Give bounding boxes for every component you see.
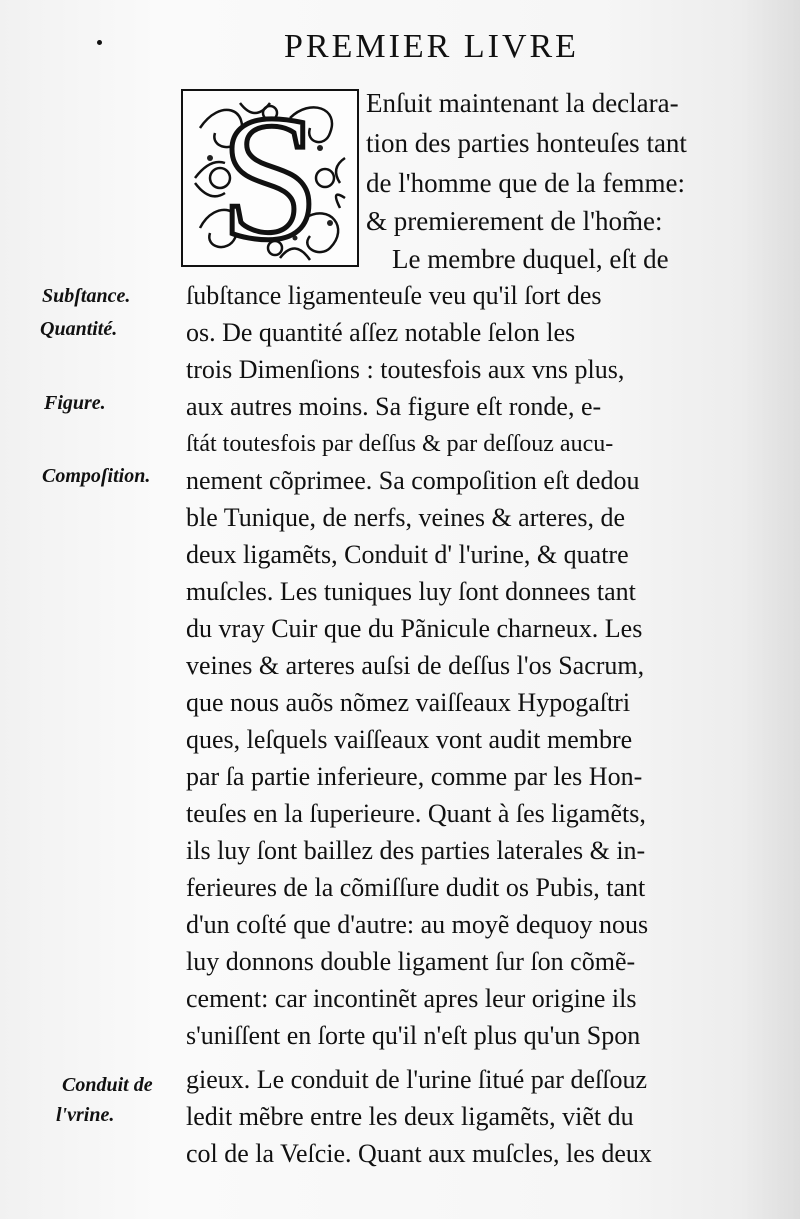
text-line: deux ligamẽts, Conduit d' l'urine, & quatre bbox=[186, 540, 629, 569]
text-line: ferieures de la cõmiſſure dudit os Pubis, tant bbox=[186, 873, 646, 902]
page-edge-shadow bbox=[740, 0, 800, 1219]
running-header: PREMIER LIVRE bbox=[284, 28, 579, 65]
text-line: & premierement de l'hom̃e: bbox=[366, 206, 663, 236]
text-line: du vray Cuir que du Pãnicule charneux. Les bbox=[186, 614, 643, 643]
text-line: veines & arteres auſsi de deſſus l'os Sacrum, bbox=[186, 651, 645, 680]
text-line: gieux. Le conduit de l'urine ſitué par deſſouz bbox=[186, 1065, 647, 1094]
text-line: trois Dimenſions : toutesfois aux vns plus, bbox=[186, 355, 625, 384]
margin-note: Compoſition. bbox=[42, 465, 151, 487]
text-line: ils luy ſont baillez des parties laterales & in- bbox=[186, 836, 646, 865]
text-line: s'uniſſent en ſorte qu'il n'eſt plus qu'un Spon bbox=[186, 1021, 641, 1050]
text-line: ble Tunique, de nerfs, veines & arteres, de bbox=[186, 503, 626, 532]
text-line: col de la Veſcie. Quant aux muſcles, les deux bbox=[186, 1139, 652, 1168]
printer-mark bbox=[97, 40, 102, 45]
decorated-initial-s-icon bbox=[180, 88, 360, 268]
text-line: nement cõprimee. Sa compoſition eſt dedou bbox=[186, 466, 640, 495]
dropcap-letter: S bbox=[219, 88, 321, 268]
text-line: cement: car incontinẽt apres leur origine ils bbox=[186, 984, 637, 1013]
text-line: tion des parties honteuſes tant bbox=[366, 128, 687, 158]
text-line: que nous auõs nõmez vaiſſeaux Hypogaſtri bbox=[186, 688, 631, 717]
text-line: ledit mẽbre entre les deux ligamẽts, viẽt du bbox=[186, 1102, 634, 1131]
text-line: par ſa partie inferieure, comme par les Hon- bbox=[186, 762, 643, 791]
text-line: muſcles. Les tuniques luy ſont donnees tant bbox=[186, 577, 636, 606]
margin-note: Figure. bbox=[44, 392, 106, 414]
text-line: Le membre duquel, eſt de bbox=[392, 244, 669, 274]
text-line: d'un coſté que d'autre: au moyẽ dequoy nous bbox=[186, 910, 649, 939]
margin-note: Conduit de bbox=[62, 1074, 153, 1096]
text-line: ques, leſquels vaiſſeaux vont audit membre bbox=[186, 725, 633, 754]
text-line: luy donnons double ligament ſur ſon cõmẽ- bbox=[186, 947, 636, 976]
text-line: teuſes en la ſuperieure. Quant à ſes ligamẽts, bbox=[186, 799, 646, 828]
text-line: ſtát toutesfois par deſſus & par deſſouz aucu- bbox=[186, 431, 614, 457]
text-line: os. De quantité aſſez notable ſelon les bbox=[186, 318, 576, 347]
text-line: Enſuit maintenant la declara- bbox=[366, 88, 679, 118]
margin-note: Subſtance. bbox=[42, 285, 131, 307]
margin-note: l'vrine. bbox=[56, 1104, 115, 1126]
margin-note: Quantité. bbox=[40, 318, 118, 340]
text-line: aux autres moins. Sa figure eſt ronde, e- bbox=[186, 392, 602, 421]
text-line: ſubſtance ligamenteuſe veu qu'il ſort des bbox=[186, 281, 602, 310]
text-line: de l'homme que de la femme: bbox=[366, 168, 686, 198]
